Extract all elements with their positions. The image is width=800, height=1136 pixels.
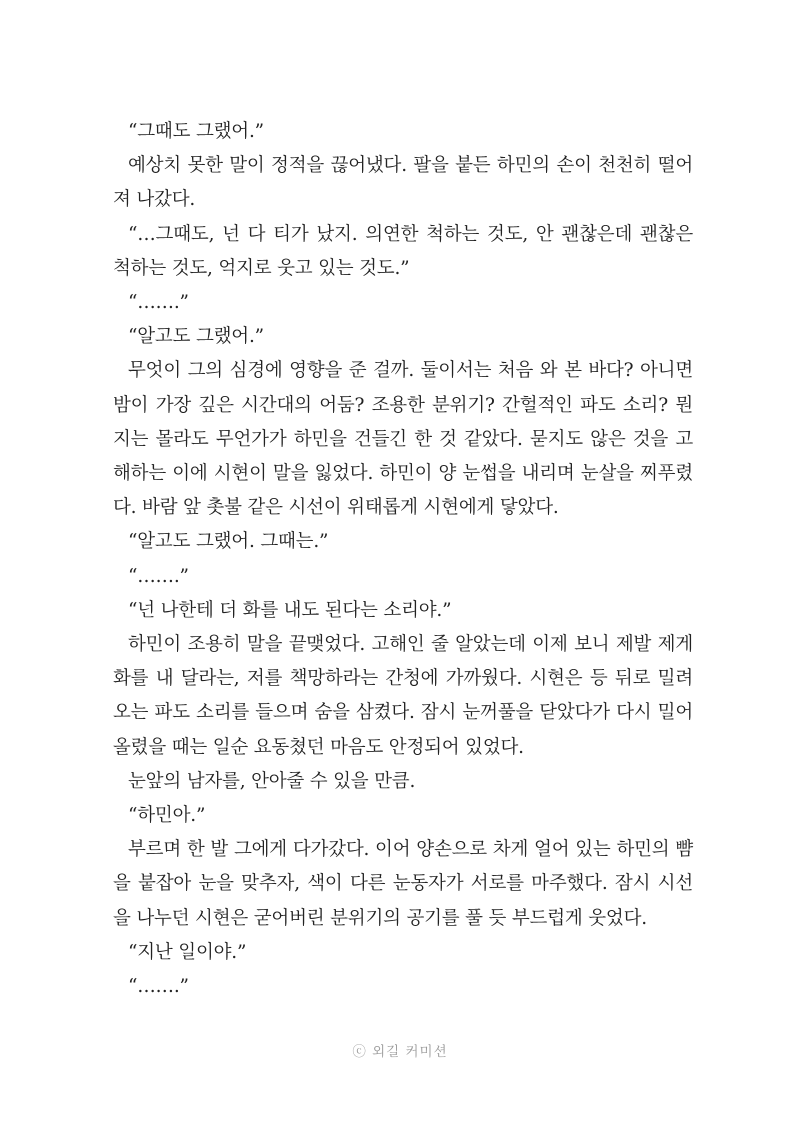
paragraph: “…….” (128, 292, 189, 314)
paragraph: 부르며 한 발 그에게 다가갔다. 이어 양손으로 차게 얼어 있는 하민의 뺨을 붙잡아 눈을 맞추자, 색이 다른 눈동자가 서로를 마주했다. 잠시 시선을 나누던 시현은 굳어버린 분위기의 공기를 풀 듯 부드럽게 웃었다. (113, 839, 693, 929)
paragraph: “…그때도, 넌 다 티가 났지. 의연한 척하는 것도, 안 괜찮은데 괜찮은 척하는 것도, 억지로 웃고 있는 것도.” (113, 223, 693, 279)
paragraph: “하민아.” (128, 805, 206, 827)
paragraph: 무엇이 그의 심경에 영향을 준 걸까. 둘이서는 처음 와 본 바다? 아니면 밤이 가장 깊은 시간대의 어둠? 조용한 분위기? 간헐적인 파도 소리? 뭔지는 몰라도 무언가가 하민을 건들긴 한 것 같았다. 묻지도 않은 것을 고해하는 이에 시현이 말을 잃었다. 하민이 양 눈썹을 내리며 눈살을 찌푸렸다. 바람 앞 촛불 같은 시선이 위태롭게 시현에게 닿았다. (113, 360, 693, 519)
paragraph: 예상치 못한 말이 정적을 끊어냈다. 팔을 붙든 하민의 손이 천천히 떨어져 나갔다. (113, 155, 693, 211)
paragraph: 눈앞의 남자를, 안아줄 수 있을 만큼. (128, 770, 416, 792)
story-text (113, 115, 693, 1004)
paragraph: “…….” (128, 565, 189, 587)
paragraph: “알고도 그랬어. 그때는.” (128, 531, 329, 553)
paragraph: “알고도 그랬어.” (128, 326, 264, 348)
paragraph: “그때도 그랬어.” (128, 121, 264, 142)
paragraph: “지난 일이야.” (128, 941, 247, 963)
copyright-footer: ⓒ 외길 커미션 (352, 1044, 448, 1060)
paragraph: “넌 나한테 더 화를 내도 된다는 소리야.” (128, 599, 452, 621)
paragraph: 하민이 조용히 말을 끝맺었다. 고해인 줄 알았는데 이제 보니 제발 제게 화를 내 달라는, 저를 책망하라는 간청에 가까웠다. 시현은 등 뒤로 밀려오는 파도 소리를 들으며 숨을 삼켰다. 잠시 눈꺼풀을 닫았다가 다시 밀어 올렸을 때는 일순 요동쳤던 마음도 안정되어 있었다. (113, 634, 693, 758)
paragraph: “…….” (128, 976, 189, 998)
